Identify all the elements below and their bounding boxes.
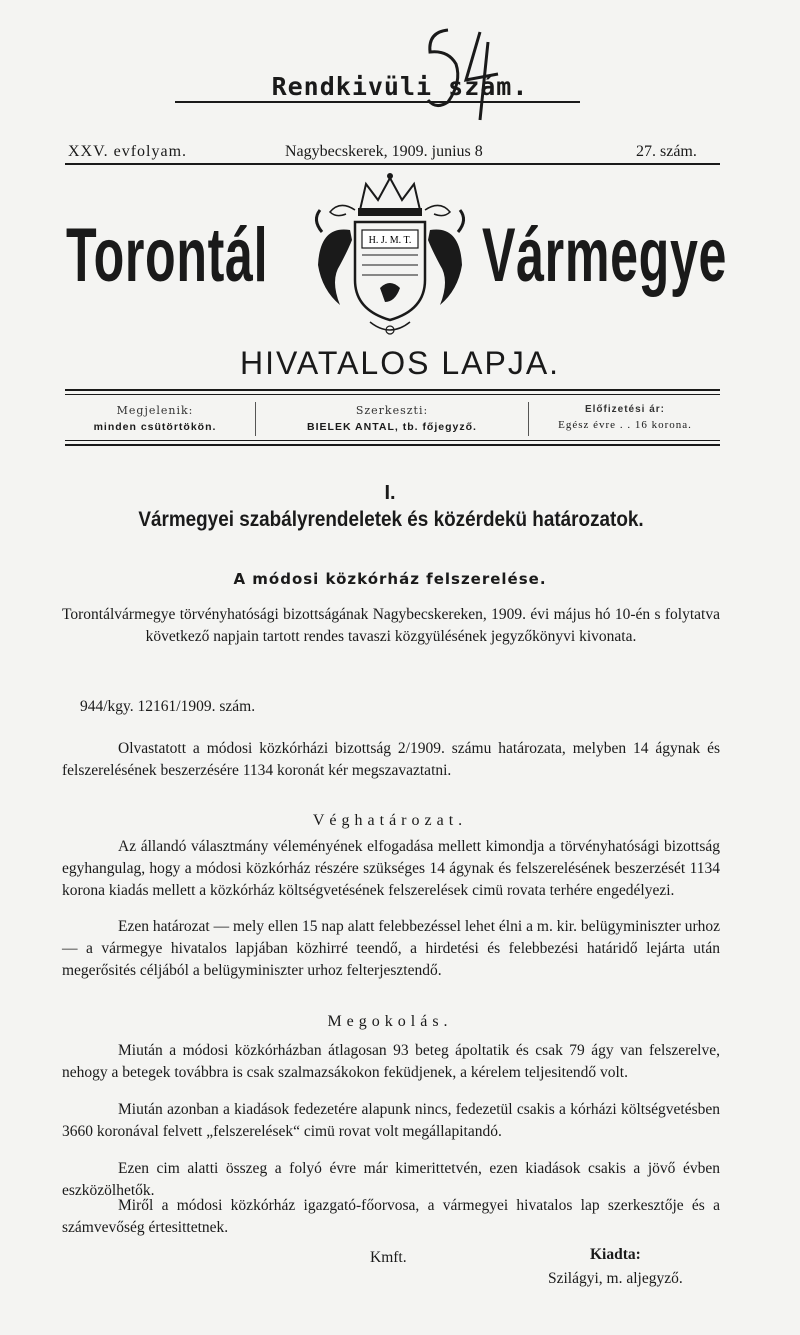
read-text: Olvastatott a módosi közkórházi bizottság 2/1909. számu határozata, melyben 14 ágynak és felszerelésének beszerzésére 1134 koronát kér megszavaztatni. <box>62 740 720 779</box>
coat-of-arms <box>300 170 480 340</box>
info-rule-bottom <box>65 440 720 441</box>
info-rule-bottom-thick <box>65 444 720 446</box>
article-intro: Torontálvármegye törvényhatósági bizottságának Nagybecskereken, 1909. évi május hó 10-én s folytatva következő napjain tartott rendes tavaszi közgyülésének jegyzőkönyvi kivonata. <box>62 606 720 645</box>
place-date: Nagybecskerek, 1909. junius 8 <box>285 143 483 160</box>
section-title: Vármegyei szabályrendeletek és közérdekü határozatok. <box>138 508 644 531</box>
info-editor <box>262 404 522 433</box>
kmft-mark: Kmft. <box>370 1249 407 1266</box>
special-issue-label: Rendkivüli szám. <box>271 72 529 101</box>
volume: XXV. evfolyam. <box>68 143 188 160</box>
reasoning-paragraph-2: Miután azonban a kiadások fedezetére alapunk nincs, fedezetül csakis a kórházi költségvetésben 3660 koronával felvett „felszerelések“ cimü rovat volt megállapitandó. <box>62 1101 720 1140</box>
info-subscription <box>535 404 715 431</box>
article-title: A módosi közkórház felszerelése. <box>233 570 547 588</box>
subscription-label: Előfizetési ár: <box>584 404 666 415</box>
issued-label: Kiadta: <box>590 1246 641 1263</box>
title-right: Vármegye <box>482 213 728 298</box>
title-left: Torontál <box>66 213 269 298</box>
volume-rule <box>65 163 720 165</box>
appears-label: Megjelenik: <box>116 404 194 417</box>
decision-heading: Véghatározat. <box>312 812 468 829</box>
decision-paragraph-1: Az állandó választmány véleményének elfogadása mellett kimondja a törvényhatósági bizottság egyhangulag, hogy a módosi közkórház részére szükséges 14 ágynak és felszerelésének beszerzését 1134 korona kiadás mellett a közkórház költségvetésének felszerelések cimü rovata terhére engedélyezi. <box>62 838 720 899</box>
info-appears <box>60 404 250 433</box>
reasoning-heading: Megokolás. <box>327 1013 453 1030</box>
reference-number: 944/kgy. 12161/1909. szám. <box>80 698 256 715</box>
info-rule-top <box>65 389 720 391</box>
official-paper-subtitle: HIVATALOS LAPJA. <box>239 345 561 381</box>
reasoning-paragraph-3: Ezen cim alatti összeg a folyó évre már kimerittetvén, ezen kiadások csakis a jövő évben eszközölhetők. <box>62 1160 720 1199</box>
subscription-value: Egész évre . . 16 korona. <box>558 419 692 431</box>
section-number: I. <box>384 482 396 504</box>
signatory-text: Szilágyi, m. aljegyző. <box>548 1270 683 1287</box>
editor-value: BIELEK ANTAL, tb. főjegyző. <box>307 421 477 433</box>
crest-label: H. J. M. T. <box>368 235 412 246</box>
info-divider <box>528 402 529 436</box>
info-divider <box>255 402 256 436</box>
appears-value: minden csütörtökön. <box>93 421 217 433</box>
editor-label: Szerkeszti: <box>355 404 429 417</box>
reasoning-paragraph-1: Miután a módosi közkórházban átlagosan 93 beteg ápoltatik és csak 79 ágy van felszerelve, nehogy a betegek továbbra is csak szalmazsákokon feküdjenek, a kérelem teljesitendő volt. <box>62 1042 720 1081</box>
special-underline <box>175 101 580 103</box>
signatory <box>548 1268 738 1290</box>
reasoning-paragraph-4: Miről a módosi közkórház igazgató-főorvosa, a vármegyei hivatalos lap szerkesztője és a számvevőség értesittetnek. <box>62 1197 720 1236</box>
decision-paragraph-2: Ezen határozat — mely ellen 15 nap alatt felebbezéssel lehet élni a m. kir. belügyminiszter urhoz — a vármegye hivatalos lapjában közhirré teendő, a hirdetési és felebbezési határidő lejárta után megerősités céljából a belügyminiszter urhoz felterjesztendő. <box>62 918 720 979</box>
issue-number: 27. szám. <box>636 143 697 160</box>
info-rule-top-thin <box>65 394 720 395</box>
